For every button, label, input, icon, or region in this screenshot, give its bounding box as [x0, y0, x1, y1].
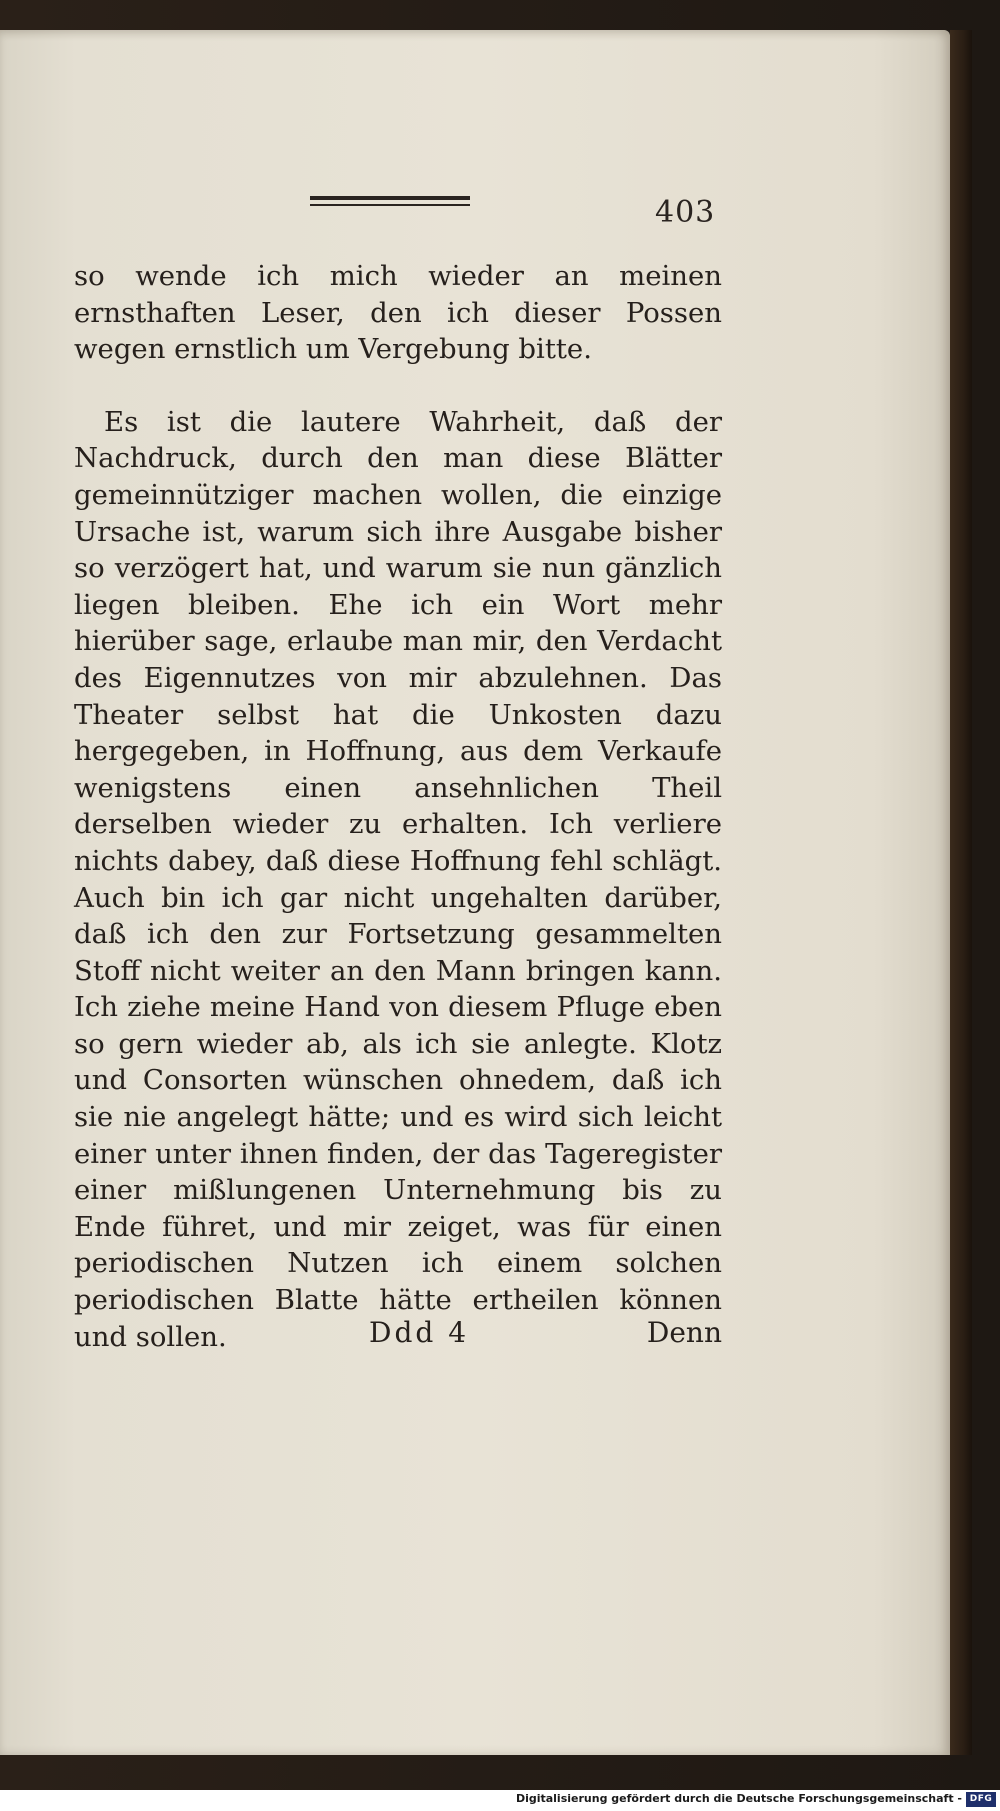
signature-mark: Ddd 4: [369, 1316, 470, 1349]
paragraph-1: so wende ich mich wieder an meinen ernsthaften Leser, den ich dieser Possen wegen ernstlich um Vergebung bitte.: [74, 260, 722, 366]
dfg-logo: DFG: [966, 1792, 996, 1807]
body-text: [74, 258, 722, 1355]
page-footer: [74, 1316, 722, 1356]
paragraph-2: Es ist die lautere Wahrheit, daß der Nachdruck, durch den man diese Blätter gemeinnütziger machen wollen, die einzige Ursache ist, warum sich ihre Ausgabe bisher so verzögert hat, und warum sie nun gänzlich liegen bleiben. Ehe ich ein Wort mehr hierüber sage, erlaube man mir, den Verdacht des Eigennutzes von mir abzulehnen. Das Theater selbst hat die Unkosten dazu hergegeben, in Hoffnung, aus dem Verkaufe wenigstens einen ansehnlichen Theil derselben wieder zu erhalten. Ich verliere nichts dabey, daß diese Hoffnung fehl schlägt. Auch bin ich gar nicht ungehalten darüber, daß ich den zur Fortsetzung gesammelten Stoff nicht weiter an den Mann bringen kann. Ich ziehe meine Hand von diesem Pfluge eben so gern wieder ab, als ich sie anlegte. Klotz und Consorten wünschen ohnedem, daß ich sie nie angelegt hätte; und es wird sich leicht einer unter ihnen finden, der das Tageregister einer mißlungenen Unternehmung bis zu Ende führet, und mir zeiget, was für einen periodischen Nutzen ich einem solchen periodischen Blatte hätte ertheilen können und sollen.: [74, 405, 722, 1353]
digitization-credit: Digitalisierung gefördert durch die Deutsche Forschungsgemeinschaft -: [515, 1792, 962, 1805]
header-rule: [310, 196, 470, 206]
page-number: 403: [655, 195, 716, 230]
book-edge: [950, 30, 972, 1755]
catchword: Denn: [646, 1316, 722, 1349]
